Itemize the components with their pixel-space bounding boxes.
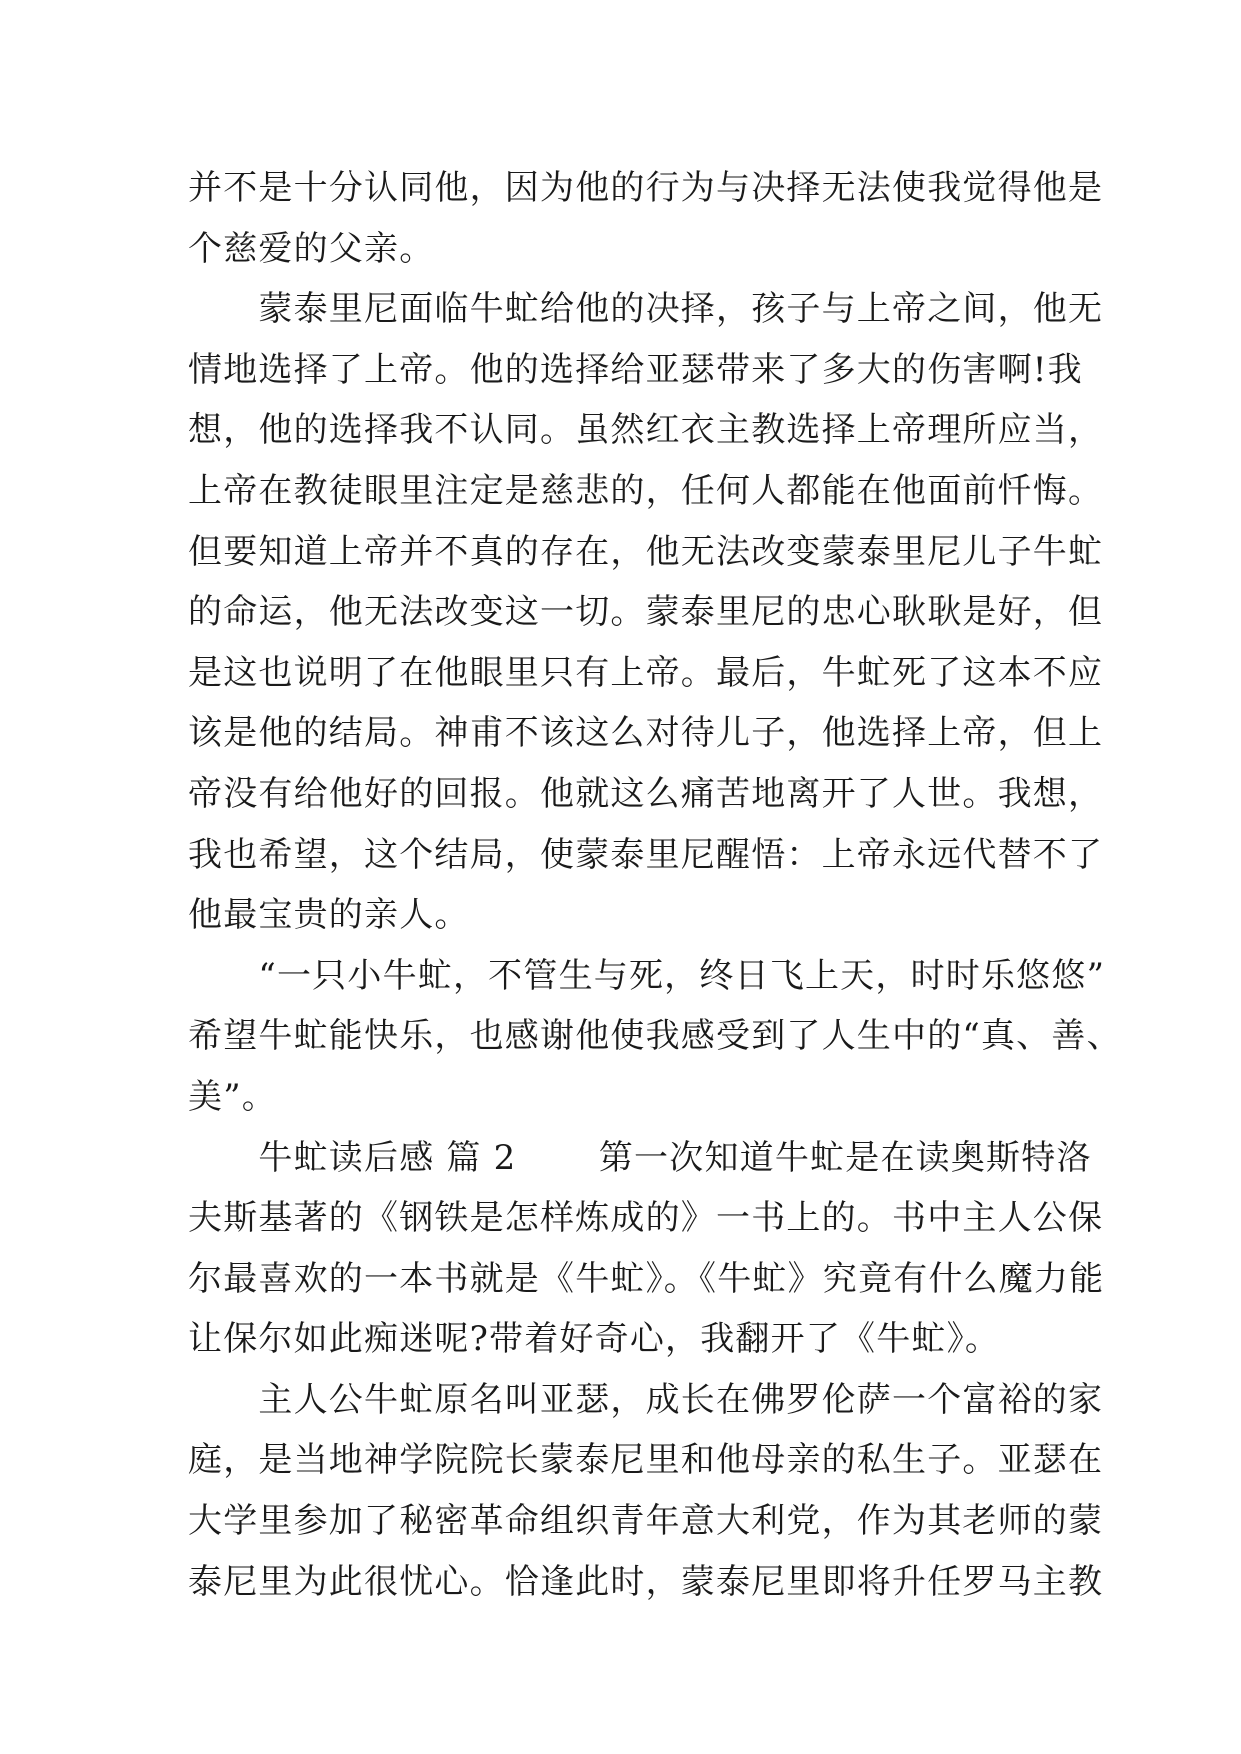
text-line: 泰尼里为此很忧心。恰逢此时，蒙泰尼里即将升任罗马主教 [188,1561,1104,1602]
text-line: 的命运，他无法改变这一切。蒙泰里尼的忠心耿耿是好，但 [188,592,1104,633]
text-line: 尔最喜欢的一本书就是《牛虻》。《牛虻》究竟有什么魔力能 [188,1258,1105,1299]
text-line: 他最宝贵的亲人。 [188,895,470,936]
text-line: 大学里参加了秘密革命组织青年意大利党，作为其老师的蒙 [188,1501,1104,1542]
text-line: 希望牛虻能快乐，也感谢他使我感受到了人生中的“真、善、 [188,1016,1122,1057]
text-line: 让保尔如此痴迷呢?带着好奇心，我翻开了《牛虻》。 [188,1319,1001,1360]
body-text [188,158,1122,1612]
text-line: 蒙泰里尼面临牛虻给他的决择，孩子与上帝之间，他无 [188,289,1104,330]
text-line: “一只小牛虻，不管生与死，终日飞上天，时时乐悠悠” [188,955,1106,996]
text-line: 牛虻读后感 篇 2 第一次知道牛虻是在读奥斯特洛 [188,1137,1092,1178]
text-line: 美”。 [188,1076,277,1117]
text-line: 主人公牛虻原名叫亚瑟，成长在佛罗伦萨一个富裕的家 [188,1379,1104,1420]
text-line: 是这也说明了在他眼里只有上帝。最后，牛虻死了这本不应 [188,652,1104,693]
text-line: 但要知道上帝并不真的存在，他无法改变蒙泰里尼儿子牛虻 [188,531,1104,572]
text-line: 上帝在教徒眼里注定是慈悲的，任何人都能在他面前忏悔。 [188,470,1104,511]
text-line: 个慈爱的父亲。 [188,228,435,269]
text-line: 帝没有给他好的回报。他就这么痛苦地离开了人世。我想， [188,773,1104,814]
text-line: 该是他的结局。神甫不该这么对待儿子，他选择上帝，但上 [188,713,1104,754]
text-line: 想，他的选择我不认同。虽然红衣主教选择上帝理所应当， [188,410,1104,451]
text-line: 我也希望，这个结局，使蒙泰里尼醒悟：上帝永远代替不了 [188,834,1104,875]
text-line: 并不是十分认同他，因为他的行为与决择无法使我觉得他是 [188,168,1104,208]
text-line: 夫斯基著的《钢铁是怎样炼成的》一书上的。书中主人公保 [188,1198,1104,1239]
text-line: 情地选择了上帝。他的选择给亚瑟带来了多大的伤害啊!我 [188,349,1083,390]
text-line: 庭，是当地神学院院长蒙泰尼里和他母亲的私生子。亚瑟在 [188,1440,1104,1481]
